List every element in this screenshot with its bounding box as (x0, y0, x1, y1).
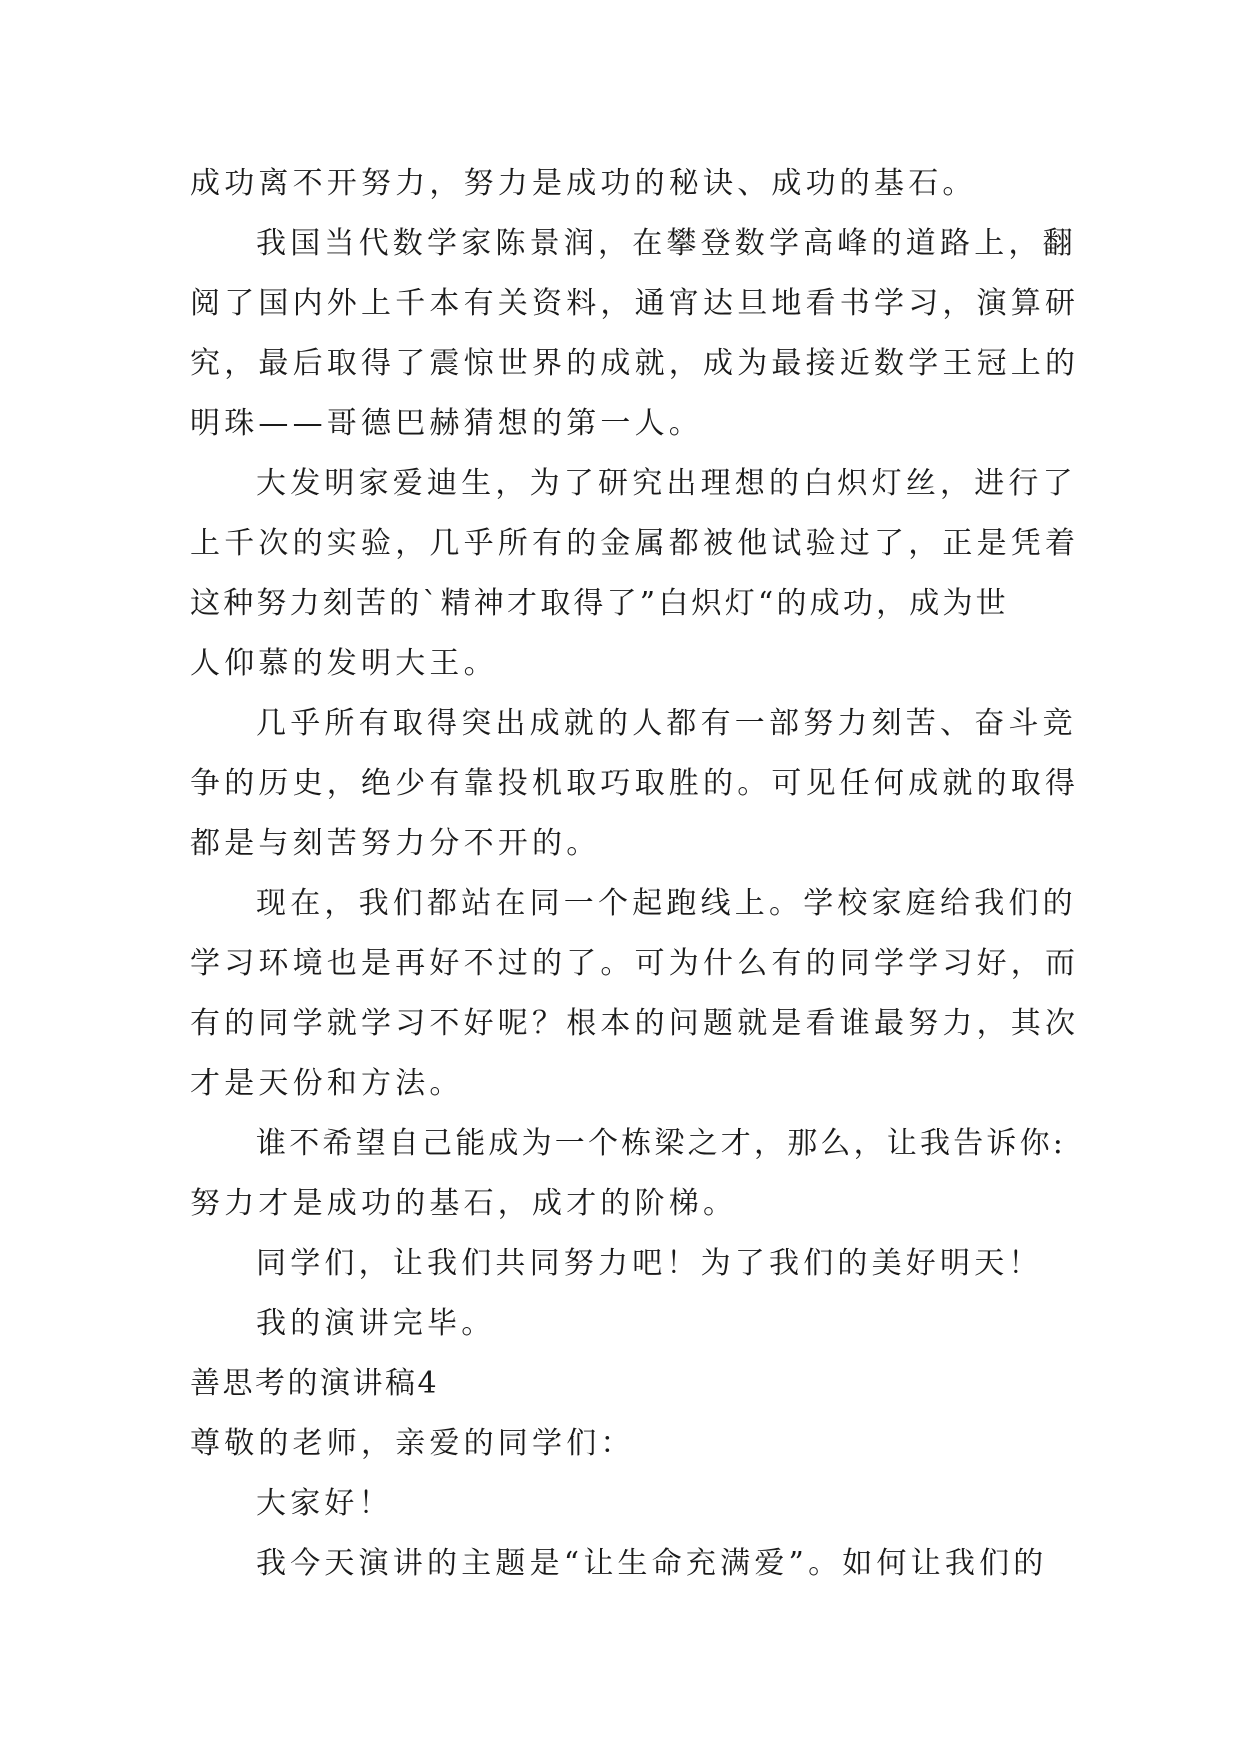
salutation-line: 尊敬的老师，亲爱的同学们： (190, 1426, 635, 1461)
paragraph-line-9: 人仰慕的发明大王。 (190, 646, 498, 681)
document-body (190, 154, 1080, 1594)
paragraph-line-7: 上千次的实验，几乎所有的金属都被他试验过了，正是凭着 (190, 526, 1080, 561)
paragraph-line-11: 争的历史，绝少有靠投机取巧取胜的。可见任何成就的取得 (190, 766, 1080, 801)
paragraph-line-10: 几乎所有取得突出成就的人都有一部努力刻苦、奋斗竞 (256, 706, 1077, 741)
paragraph-line-15: 有的同学就学习不好呢？根本的问题就是看谁最努力，其次 (190, 1006, 1080, 1041)
paragraph-line-16: 才是天份和方法。 (190, 1066, 464, 1101)
paragraph-line-20: 我的演讲完毕。 (256, 1306, 496, 1341)
paragraph-line-4: 究，最后取得了震惊世界的成就，成为最接近数学王冠上的 (190, 346, 1080, 381)
paragraph-line-24: 我今天演讲的主题是“让生命充满爱”。如何让我们的 (256, 1546, 1048, 1581)
paragraph-line-8: 这种努力刻苦的`精神才取得了”白炽灯“的成功，成为世 (190, 586, 1009, 621)
paragraph-line-13: 现在，我们都站在同一个起跑线上。学校家庭给我们的 (256, 886, 1077, 921)
paragraph-line-5: 明珠——哥德巴赫猜想的第一人。 (190, 406, 703, 441)
paragraph-line-17: 谁不希望自己能成为一个栋梁之才，那么，让我告诉你: (256, 1126, 1067, 1161)
paragraph-line-6: 大发明家爱迪生，为了研究出理想的白炽灯丝，进行了 (256, 466, 1077, 501)
paragraph-line-1: 成功离不开努力，努力是成功的秘诀、成功的基石。 (190, 166, 977, 201)
section-heading: 善思考的演讲稿4 (190, 1366, 440, 1401)
paragraph-line-14: 学习环境也是再好不过的了。可为什么有的同学学习好，而 (190, 946, 1080, 981)
paragraph-line-2: 我国当代数学家陈景润，在攀登数学高峰的道路上，翻 (256, 226, 1077, 261)
paragraph-line-18: 努力才是成功的基石，成才的阶梯。 (190, 1186, 738, 1221)
paragraph-line-12: 都是与刻苦努力分不开的。 (190, 826, 601, 861)
greeting-line: 大家好！ (256, 1486, 393, 1521)
paragraph-line-19: 同学们，让我们共同努力吧！为了我们的美好明天！ (256, 1246, 1043, 1281)
paragraph-line-3: 阅了国内外上千本有关资料，通宵达旦地看书学习，演算研 (190, 286, 1080, 321)
